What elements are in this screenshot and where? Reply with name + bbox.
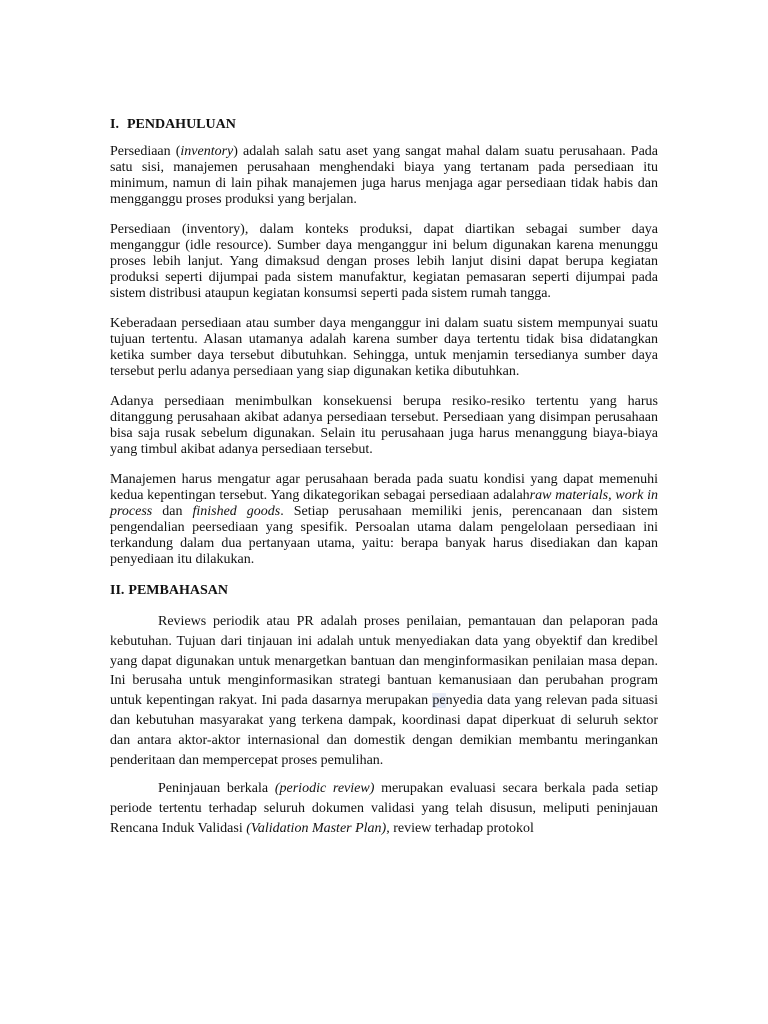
text-run: dan [152,504,193,519]
text-run: Reviews periodik atau PR adalah proses penilaian, pemantauan dan pelaporan pada kebutuhan. Tujuan dari tinjauan ini adalah untuk menyediakan data yang obyektif dan kredibel yang dapat digunakan untuk menargetkan bantuan dan menginformasikan penilaian masa depan. Ini berusaha untuk menginformasikan strategi bantuan kemanusiaan dan perubahan program untuk kepentingan rakyat. Ini pada dasarnya merupakan [110,614,658,709]
italic-term: (periodic review) [274,781,375,797]
text-run: ) adalah salah satu aset yang sangat mahal dalam suatu perusahaan. Pada satu sisi, manajemen perusahaan menghendaki biaya yang tertanam pada persediaan itu minimum, namun di lain pihak manajemen juga harus menjaga agar persediaan tidak habis dan mengganggu proses produksi yang berjalan. [110,144,658,207]
section-title: PENDAHULUAN [126,117,236,132]
italic-term: work in process [110,488,658,519]
text-run: nyedia data yang relevan pada situasi dan kebutuhan masyarakat yang terkena dampak, koordinasi dapat diperkuat di seluruh sektor dan antara aktor-aktor internasional dan domestik dengan demikian membantu meringankan penderitaan dan mempercepat proses pemulihan. [110,693,658,768]
text-run: merupakan evaluasi secara berkala pada setiap periode tertentu terhadap seluruh dokumen validasi yang telah disusun, meliputi peninjauan Rencana Induk Validasi [110,781,658,836]
paragraph [110,316,658,380]
text-run: Persediaan (inventory), dalam konteks produksi, dapat diartikan sebagai sumber daya menganggur (idle resource). Sumber daya menganggur ini belum digunakan karena menunggu proses lebih lanjut. Yang dimaksud dengan proses lebih lanjut disini dapat berupa kegiatan produksi seperti dijumpai pada sistem manufaktur, kegiatan pemasaran seperti dijumpai pada sistem distribusi ataupun kegiatan konsumsi seperti pada sistem rumah tangga. [110,222,658,301]
text-run: Adanya persediaan menimbulkan konsekuensi berupa resiko-resiko tertentu yang harus ditanggung perusahaan akibat adanya persediaan tersebut. Persediaan yang disimpan perusahaan bisa saja rusak sebelum digunakan. Selain itu perusahaan juga harus menanggung biaya-biaya yang timbul akibat adanya persediaan tersebut. [110,394,658,457]
paragraph [110,144,658,208]
paragraph [110,394,658,458]
text-run: Keberadaan persediaan atau sumber daya menganggur ini dalam suatu sistem mempunyai suatu tujuan tertentu. Alasan utamanya adalah karena sumber daya tertentu tidak bisa didatangkan ketika sumber daya tersebut dibutuhkan. Sehingga, untuk menjamin tersedianya sumber daya tersebut perlu adanya persediaan yang siap digunakan ketika dibutuhkan. [110,316,658,379]
italic-term: finished goods [192,504,281,519]
paragraph [110,612,658,770]
text-run: , [608,488,616,503]
section-number: II. [110,583,125,598]
italic-term: inventory [180,144,234,159]
document-page [110,116,658,848]
italic-term: (Validation Master Plan) [246,820,387,836]
paragraph [110,472,658,568]
text-run: . Setiap perusahaan memiliki jenis, perencanaan dan sistem pengendalian peersediaan yang spesifik. Persoalan utama dalam pengelolaan persediaan ini terkandung dalam dua pertanyaan utama, yaitu: berapa banyak harus disediakan dan kapan penyediaan itu dilakukan. [110,504,658,567]
text-run: , review terhadap protokol [386,820,534,836]
section-number: I. [110,117,119,132]
paragraph [110,779,658,838]
section-title: PEMBAHASAN [128,583,228,598]
italic-term: raw materials [529,488,609,503]
section-heading-pembahasan [110,582,658,600]
text-run: Peninjauan berkala [158,781,275,797]
section-heading-pendahuluan [110,116,658,134]
text-run: Persediaan ( [110,144,181,159]
highlighted-text: pe [432,693,446,709]
paragraph [110,222,658,302]
text-run: Manajemen harus mengatur agar perusahaan berada pada suatu kondisi yang dapat memenuhi kedua kepentingan tersebut. Yang dikategorikan sebagai persediaan adalah [110,472,658,503]
